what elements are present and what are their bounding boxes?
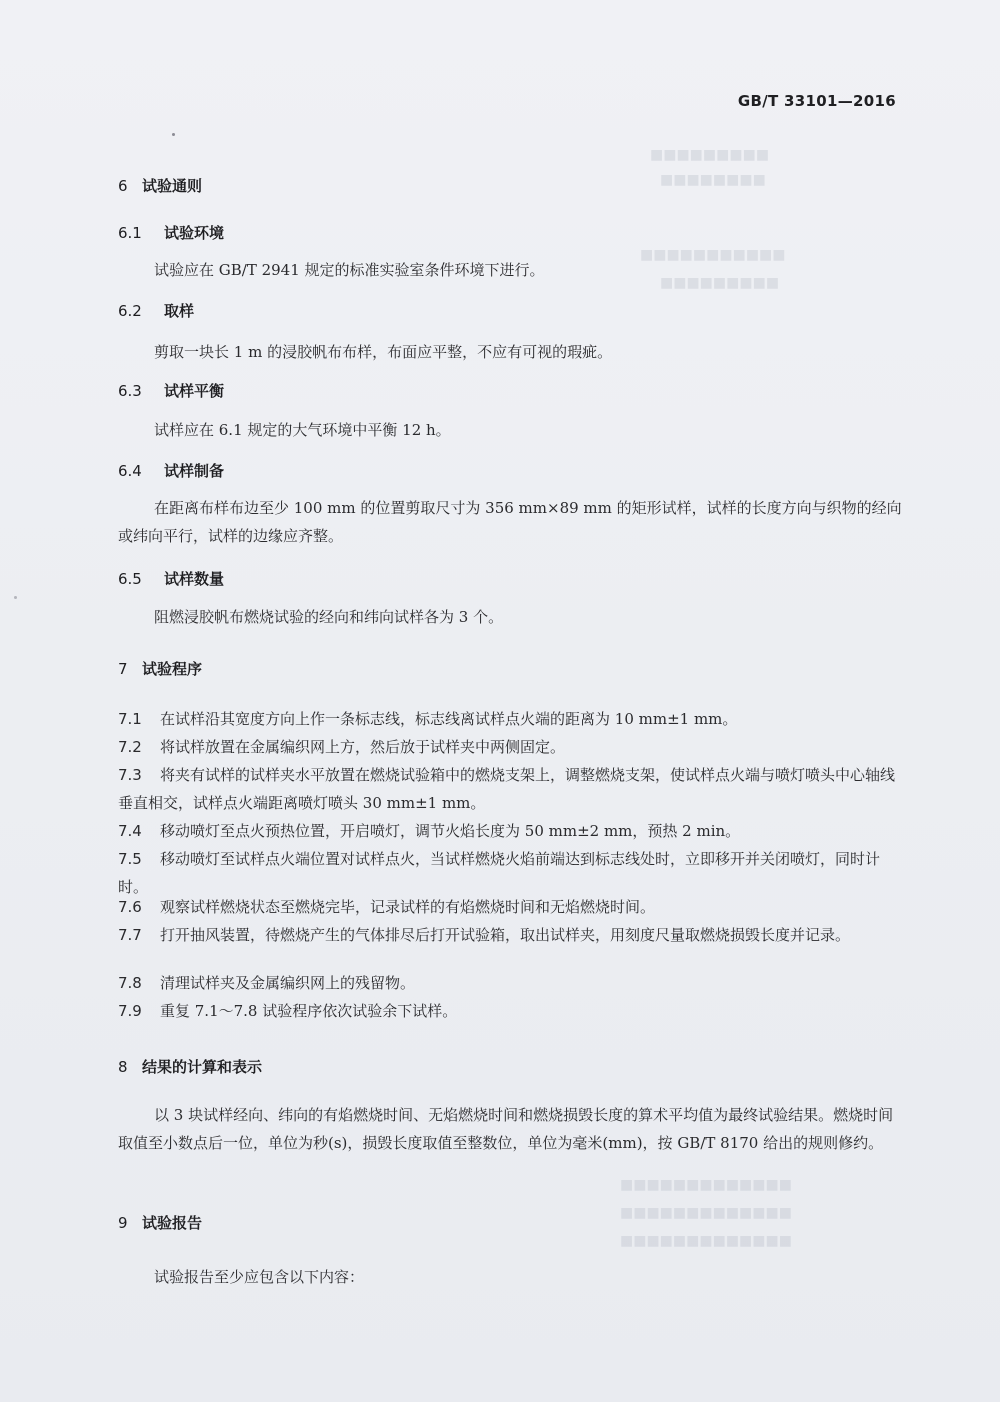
section-number: 9: [118, 1214, 128, 1232]
step-number: 7.5: [118, 850, 142, 868]
section-6-2-heading: [118, 300, 194, 321]
section-8-heading: [118, 1056, 262, 1077]
step-text: 观察试样燃烧状态至燃烧完毕，记录试样的有焰燃烧时间和无焰燃烧时间。: [160, 898, 656, 916]
section-6-3-text: 试样应在 6.1 规定的大气环境中平衡 12 h。: [154, 421, 451, 439]
section-number: 6.2: [118, 302, 142, 320]
step-text: 打开抽风装置，待燃烧产生的气体排尽后打开试验箱，取出试样夹，用刻度尺量取燃烧损毁长度并记录。: [160, 926, 851, 944]
step-text: 将夹有试样的试样夹水平放置在燃烧试验箱中的燃烧支架上，调整燃烧支架，使试样点火端与喷灯喷头中心轴线垂直相交，试样点火端距离喷灯喷头 30 mm±1 mm。: [118, 766, 896, 812]
step-number: 7.8: [118, 974, 142, 992]
step-number: 7.6: [118, 898, 142, 916]
section-number: 6.3: [118, 382, 142, 400]
bleed-through-mark: ■■■■■■■■■: [650, 147, 770, 163]
section-number: 6: [118, 177, 128, 195]
section-6-1-heading: [118, 222, 224, 243]
section-title: 试样平衡: [164, 382, 225, 400]
section-number: 6.5: [118, 570, 142, 588]
section-title: 取样: [164, 302, 195, 320]
section-title: 试验通则: [142, 177, 203, 195]
section-title: 试样数量: [164, 570, 225, 588]
step-7-2: [118, 733, 902, 761]
step-number: 7.7: [118, 926, 142, 944]
bleed-through-mark: ■■■■■■■■■■■■■: [620, 1177, 792, 1193]
step-number: 7.1: [118, 710, 142, 728]
section-6-4-text: 在距离布样布边至少 100 mm 的位置剪取尺寸为 356 mm×89 mm 的矩形试样，试样的长度方向与织物的经向或纬向平行，试样的边缘应齐整。: [118, 499, 902, 545]
step-text: 清理试样夹及金属编织网上的残留物。: [160, 974, 416, 992]
section-6-5-heading: [118, 568, 224, 589]
step-7-9: [118, 997, 902, 1025]
bleed-through-mark: ■■■■■■■■■■■: [640, 247, 786, 263]
step-text: 将试样放置在金属编织网上方，然后放于试样夹中两侧固定。: [160, 738, 566, 756]
step-7-4: [118, 817, 902, 845]
section-6-4-heading: [118, 460, 224, 481]
bleed-through-mark: ■■■■■■■■■■■■■: [620, 1233, 792, 1249]
section-6-2-text: 剪取一块长 1 m 的浸胶帆布布样，布面应平整，不应有可视的瑕疵。: [154, 343, 613, 361]
step-text: 重复 7.1～7.8 试验程序依次试验余下试样。: [160, 1002, 458, 1020]
section-number: 8: [118, 1058, 128, 1076]
step-7-3: [118, 761, 902, 817]
section-7-heading: [118, 658, 202, 679]
step-number: 7.3: [118, 766, 142, 784]
standard-number: GB/T 33101—2016: [737, 92, 896, 110]
section-6-3-heading: [118, 380, 224, 401]
section-title: 试样制备: [164, 462, 225, 480]
step-text: 在试样沿其宽度方向上作一条标志线，标志线离试样点火端的距离为 10 mm±1 mm。: [160, 710, 738, 728]
section-9-heading: [118, 1212, 202, 1233]
section-title: 结果的计算和表示: [142, 1058, 263, 1076]
section-title: 试验程序: [142, 660, 203, 678]
bleed-through-mark: ■■■■■■■■: [660, 172, 766, 188]
bleed-through-mark: ■■■■■■■■■■■■■: [620, 1205, 792, 1221]
step-7-1: [118, 705, 902, 733]
section-6-5-text: 阻燃浸胶帆布燃烧试验的经向和纬向试样各为 3 个。: [154, 608, 504, 626]
section-6-1-text: 试验应在 GB/T 2941 规定的标准实验室条件环境下进行。: [154, 261, 545, 279]
step-7-7: [118, 921, 902, 949]
section-8-text: 以 3 块试样经向、纬向的有焰燃烧时间、无焰燃烧时间和燃烧损毁长度的算术平均值为最终试验结果。燃烧时间取值至小数点后一位，单位为秒(s)，损毁长度取值至整数位，单位为毫米(mm)，按 GB/T 8170 给出的规则修约。: [118, 1106, 894, 1152]
section-9-text: 试验报告至少应包含以下内容：: [154, 1268, 365, 1286]
step-number: 7.9: [118, 1002, 142, 1020]
section-title: 试验环境: [164, 224, 225, 242]
bleed-through-mark: ■■■■■■■■■: [660, 275, 780, 291]
step-number: 7.4: [118, 822, 142, 840]
step-text: 移动喷灯至点火预热位置，开启喷灯，调节火焰长度为 50 mm±2 mm，预热 2 min。: [160, 822, 741, 840]
section-number: 6.1: [118, 224, 142, 242]
step-7-6: [118, 893, 902, 921]
section-number: 6.4: [118, 462, 142, 480]
section-6-heading: [118, 175, 202, 196]
step-text: 移动喷灯至试样点火端位置对试样点火，当试样燃烧火焰前端达到标志线处时，立即移开并关闭喷灯，同时计时。: [118, 850, 881, 896]
section-number: 7: [118, 660, 128, 678]
section-title: 试验报告: [142, 1214, 203, 1232]
step-number: 7.2: [118, 738, 142, 756]
step-7-8: [118, 969, 902, 997]
